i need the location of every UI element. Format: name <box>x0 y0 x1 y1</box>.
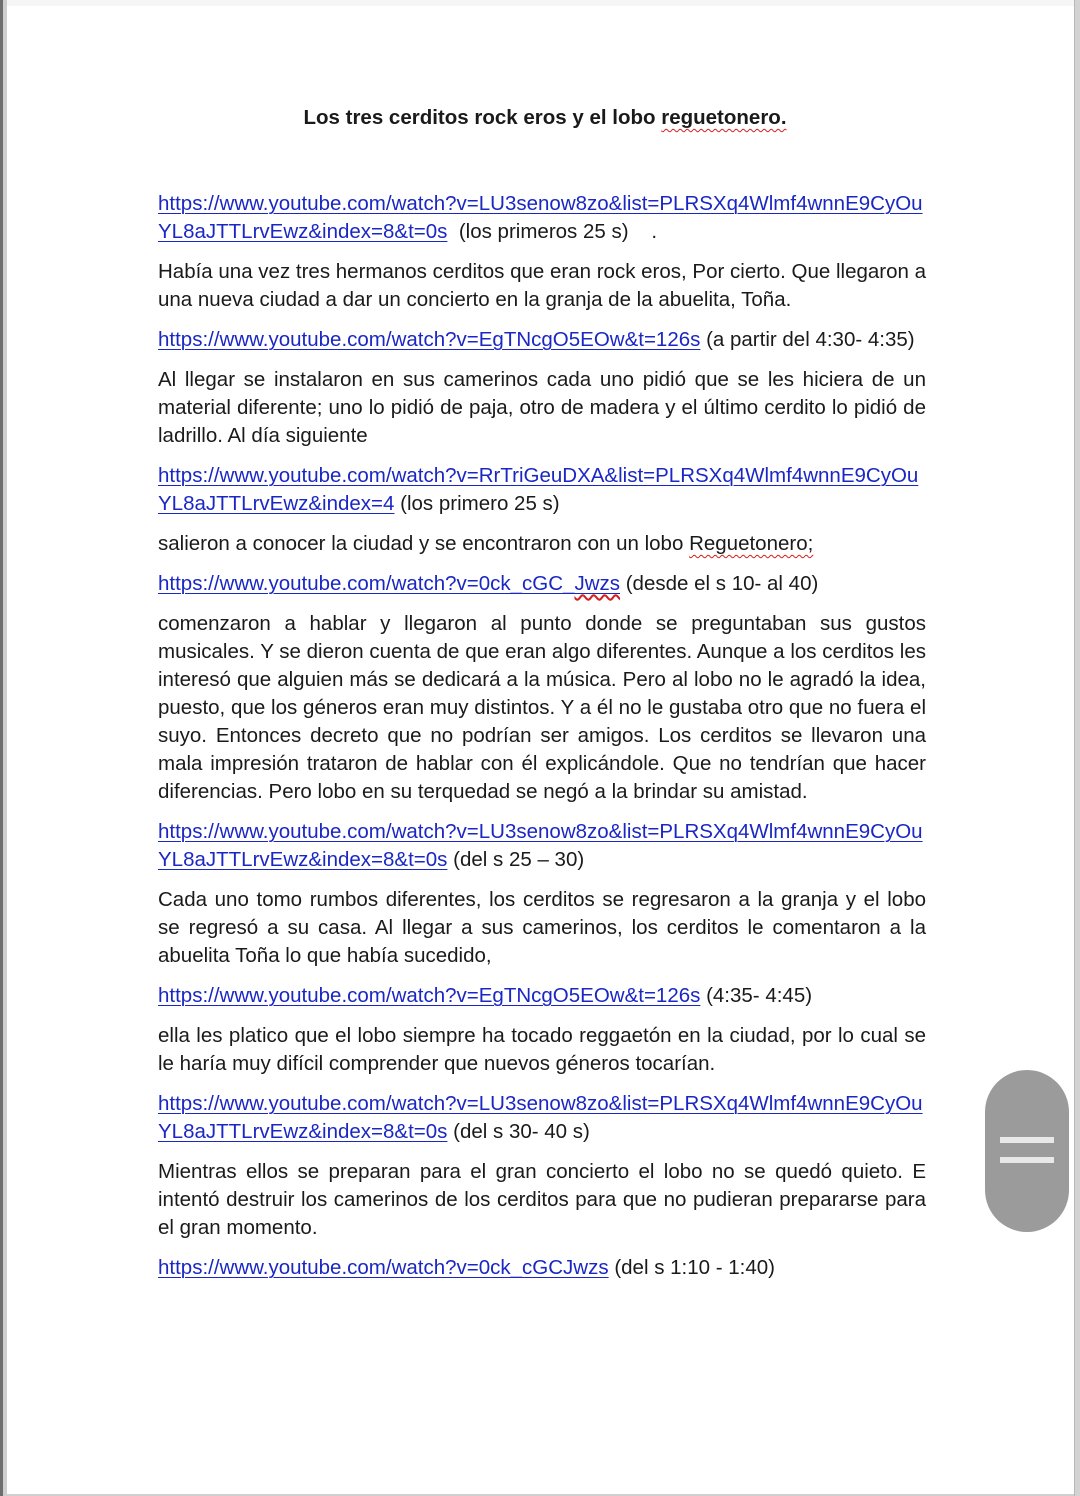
video-link-paragraph <box>158 1090 926 1146</box>
video-link-paragraph <box>158 326 926 354</box>
link-note: (desde el s 10- al 40) <box>620 572 819 595</box>
story-paragraph <box>158 530 926 558</box>
story-paragraph: Mientras ellos se preparan para el gran concierto el lobo no se quedó quieto. E intentó destruir los camerinos de los cerditos para que no pudieran prepararse para el gran momento. <box>158 1160 926 1239</box>
link-note: (a partir del 4:30- 4:35) <box>700 328 915 351</box>
link-note: (los primeros 25 s) . <box>447 220 658 243</box>
link-note: (los primero 25 s) <box>394 492 560 515</box>
youtube-link[interactable]: https://www.youtube.com/watch?v=0ck_cGCJwzs <box>158 1256 609 1279</box>
link-note: (4:35- 4:45) <box>700 984 813 1007</box>
story-paragraph: Al llegar se instalaron en sus camerinos cada uno pidió que se les hiciera de un material diferente; uno lo pidió de paja, otro de madera y el último cerdito lo pidió de ladrillo. Al día siguiente <box>158 368 926 447</box>
drag-handle-line <box>1000 1137 1054 1143</box>
story-paragraph: ella les platico que el lobo siempre ha tocado reggaetón en la ciudad, por lo cual se le haría muy difícil comprender que nuevos géneros tocarían. <box>158 1024 926 1075</box>
youtube-link[interactable]: https://www.youtube.com/watch?v=RrTriGeuDXA&list=PLRSXq4Wlmf4wnnE9CyOuYL8aJTTLrvEwz&index=4 <box>158 464 919 515</box>
video-link-paragraph <box>158 1254 926 1282</box>
youtube-link[interactable]: https://www.youtube.com/watch?v=EgTNcgO5EOw&t=126s <box>158 984 701 1007</box>
story-paragraph: Había una vez tres hermanos cerditos que eran rock eros, Por cierto. Que llegaron a una nueva ciudad a dar un concierto en la granja de la abuelita, Toña. <box>158 260 927 311</box>
page-right-edge <box>1074 0 1080 1496</box>
story-paragraph: comenzaron a hablar y llegaron al punto donde se preguntaban sus gustos musicales. Y se dieron cuenta de que eran algo diferentes. Aunque a los cerditos les interesó que alguien más se dedicará a la música. Pero al lobo no le agradó la idea, puesto, que los géneros eran muy distintos. Y a él no le gustaba otro que no fuera el suyo. Entonces decreto que no podrían ser amigos. Los cerditos se llevaron una mala impresión trataron de hablar con él explicándole. Que no tendrían que hacer diferencias. Pero lobo en su terquedad se negó a la brindar su amistad. <box>158 612 926 803</box>
link-misspelled-part: Jwzs <box>574 572 621 595</box>
document-title <box>158 104 926 132</box>
video-link-paragraph <box>158 982 926 1010</box>
youtube-link[interactable] <box>158 572 620 595</box>
link-note: (del s 30- 40 s) <box>447 1120 590 1143</box>
link-text: https://www.youtube.com/watch?v=0ck_cGC_ <box>158 572 575 595</box>
link-note: (del s 25 – 30) <box>447 848 585 871</box>
youtube-link[interactable]: https://www.youtube.com/watch?v=EgTNcgO5EOw&t=126s <box>158 328 701 351</box>
drag-handle-line <box>1000 1157 1054 1163</box>
document-content <box>158 104 926 1294</box>
title-text: Los tres cerditos rock eros y el lobo <box>303 106 662 129</box>
youtube-link[interactable]: https://www.youtube.com/watch?v=LU3senow8zo&list=PLRSXq4Wlmf4wnnE9CyOuYL8aJTTLrvEwz&index=8&t=0s <box>158 820 923 871</box>
link-note: (del s 1:10 - 1:40) <box>608 1256 775 1279</box>
video-link-paragraph <box>158 462 926 518</box>
page-top-strip <box>7 0 1074 6</box>
youtube-link[interactable]: https://www.youtube.com/watch?v=LU3senow8zo&list=PLRSXq4Wlmf4wnnE9CyOuYL8aJTTLrvEwz&index=8&t=0s <box>158 192 923 243</box>
video-link-paragraph <box>158 190 926 246</box>
youtube-link[interactable]: https://www.youtube.com/watch?v=LU3senow8zo&list=PLRSXq4Wlmf4wnnE9CyOuYL8aJTTLrvEwz&index=8&t=0s <box>158 1092 923 1143</box>
video-link-paragraph <box>158 570 926 598</box>
scroll-handle[interactable] <box>985 1070 1069 1232</box>
video-link-paragraph <box>158 818 926 874</box>
paragraph-text: salieron a conocer la ciudad y se encontraron con un lobo <box>158 532 690 555</box>
title-misspelled-word: reguetonero. <box>661 106 787 129</box>
story-paragraph: Cada uno tomo rumbos diferentes, los cerditos se regresaron a la granja y el lobo se regresó a su casa. Al llegar a sus camerinos, los cerditos le comentaron a la abuelita Toña lo que había sucedido, <box>158 888 926 967</box>
misspelled-word: Reguetonero; <box>689 532 814 555</box>
